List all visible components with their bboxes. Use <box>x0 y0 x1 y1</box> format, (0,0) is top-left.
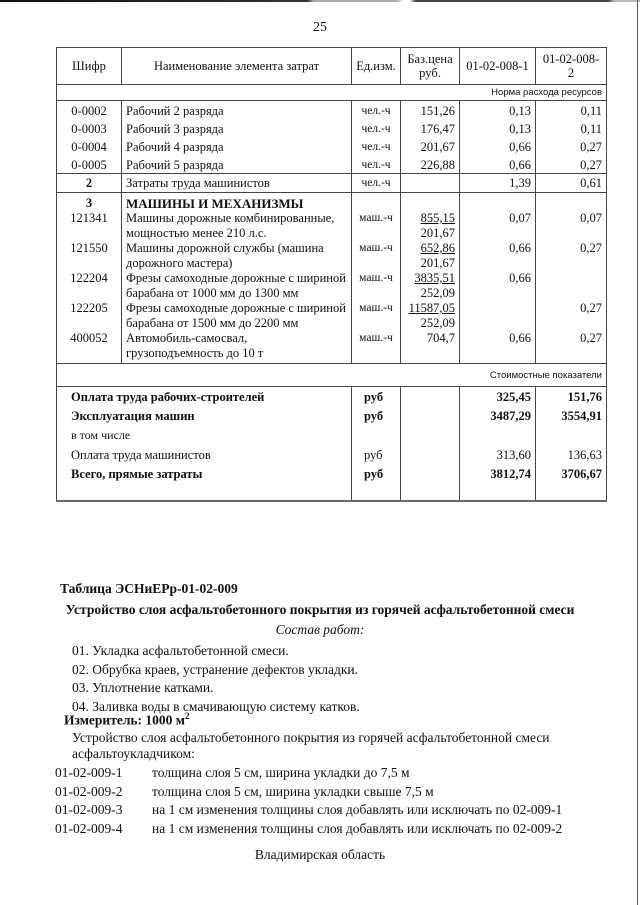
row-value-2: 0,11 <box>536 119 607 137</box>
code-item <box>55 784 562 803</box>
table-row <box>57 301 607 331</box>
table-bottom-spacer <box>57 482 607 501</box>
header-name: Наименование элемента затрат <box>122 48 352 85</box>
row-code: 0-0005 <box>57 155 122 174</box>
cost-value-2: 3554,91 <box>536 407 607 426</box>
composition-label: Состав работ: <box>275 622 365 637</box>
row-value-1: 0,13 <box>460 101 536 120</box>
row-value-2: 0,11 <box>536 101 607 120</box>
table-row <box>57 101 607 120</box>
row-value-2: 0,27 <box>536 301 607 331</box>
row-value-2: 0,27 <box>536 241 607 271</box>
meter-label: Измеритель: 1000 м <box>64 712 185 728</box>
header-col2: 01-02-008-2 <box>536 48 607 85</box>
cost-row <box>57 387 607 408</box>
code-id: 01-02-009-2 <box>55 783 123 799</box>
cost-value-1: 325,45 <box>460 387 536 408</box>
cost-name: Оплата труда рабочих-строителей <box>57 387 352 408</box>
row-price <box>401 301 460 331</box>
code-text: толщина слоя 5 см, ширина укладки свыше 7,5 м <box>152 783 434 799</box>
row-value-1: 0,66 <box>460 137 536 155</box>
row-name: Рабочий 2 разряда <box>122 101 352 120</box>
machines-section-row <box>57 193 607 212</box>
cost-unit: руб <box>352 407 401 426</box>
machinist-labor-row <box>57 174 607 193</box>
row-unit: чел.-ч <box>352 137 401 155</box>
work-description: Устройство слоя асфальтобетонного покрытия из горячей асфальтобетонной смеси асфальтоукладчиком: <box>72 730 550 761</box>
table-row <box>57 137 607 155</box>
row-name: Затраты труда машинистов <box>122 174 352 193</box>
row-value-2: 0,27 <box>536 331 607 364</box>
code-item <box>55 802 562 821</box>
row-name: Рабочий 5 разряда <box>122 155 352 174</box>
row-price <box>401 271 460 301</box>
work-list <box>72 643 360 717</box>
cost-name: Эксплуатация машин <box>57 407 352 426</box>
cost-value-2: 151,76 <box>536 387 607 408</box>
row-price: 704,7 <box>401 331 460 364</box>
row-value-1: 0,66 <box>460 155 536 174</box>
header-price: Баз.цена руб. <box>401 48 460 85</box>
row-price: 176,47 <box>401 119 460 137</box>
row-unit: маш.-ч <box>352 331 401 364</box>
price-total: 3835,51 <box>414 271 455 285</box>
row-price: 201,67 <box>401 137 460 155</box>
row-name: Рабочий 3 разряда <box>122 119 352 137</box>
header-code: Шифр <box>57 48 122 85</box>
page-footer-region: Владимирская область <box>254 847 386 862</box>
code-id: 01-02-009-4 <box>55 820 123 836</box>
section-norms-caption: Норма расхода ресурсов <box>57 85 607 101</box>
work-item: 01. Укладка асфальтобетонной смеси. <box>72 643 289 658</box>
table-row <box>57 119 607 137</box>
work-item: 02. Обрубка краев, устранение дефектов укладки. <box>72 661 359 677</box>
cost-value-1: 3812,74 <box>460 465 536 482</box>
row-value-1: 0,66 <box>460 271 536 301</box>
row-code: 0-0002 <box>57 101 122 120</box>
row-value-1: 0,66 <box>460 241 536 271</box>
row-code: 0-0003 <box>57 119 122 137</box>
price-operator: 201,67 <box>420 226 455 240</box>
meter-superscript: 2 <box>185 711 190 721</box>
code-item <box>55 765 562 784</box>
cost-row <box>57 465 607 482</box>
cost-row <box>57 446 607 465</box>
row-name: Машины дорожной службы (машина дорожного мастера) <box>122 241 352 271</box>
row-unit: чел.-ч <box>352 119 401 137</box>
row-name: Фрезы самоходные дорожные с шириной барабана от 1000 мм до 1300 мм <box>122 271 352 301</box>
row-unit: маш.-ч <box>352 271 401 301</box>
cost-row <box>57 426 607 446</box>
row-code: 3 <box>57 193 122 212</box>
cost-name: Оплата труда машинистов <box>57 446 352 465</box>
cost-row <box>57 407 607 426</box>
section-costs-row <box>57 364 607 387</box>
work-item: 03. Уплотнение катками. <box>72 680 214 695</box>
row-value-1: 1,39 <box>460 174 536 193</box>
scan-right-edge <box>637 0 638 905</box>
row-price <box>401 211 460 241</box>
row-price <box>401 241 460 271</box>
page-number: 25 <box>313 20 327 35</box>
row-name: Машины дорожные комбинированные, мощностью менее 210 л.с. <box>122 211 352 241</box>
table-row <box>57 211 607 241</box>
row-value-2: 0,27 <box>536 137 607 155</box>
price-operator: 201,67 <box>420 256 455 270</box>
section-norms-row <box>57 85 607 101</box>
row-code: 121550 <box>57 241 122 271</box>
row-price: 226,88 <box>401 155 460 174</box>
row-price <box>401 174 460 193</box>
code-item <box>55 821 562 840</box>
table-row <box>57 241 607 271</box>
code-list <box>55 765 562 839</box>
table-title: Таблица ЭСНиЕРр-01-02-009 <box>60 581 238 596</box>
row-price: 151,26 <box>401 101 460 120</box>
table-row <box>57 271 607 301</box>
row-unit: чел.-ч <box>352 101 401 120</box>
price-operator: 252,09 <box>420 316 455 330</box>
code-id: 01-02-009-1 <box>55 765 123 780</box>
row-code: 0-0004 <box>57 137 122 155</box>
machines-section-title: МАШИНЫ И МЕХАНИЗМЫ <box>122 193 352 212</box>
code-text: толщина слоя 5 см, ширина укладки до 7,5 м <box>152 765 410 780</box>
row-code: 2 <box>57 174 122 193</box>
row-unit: маш.-ч <box>352 211 401 241</box>
row-value-2: 0,61 <box>536 174 607 193</box>
code-id: 01-02-009-3 <box>55 802 123 817</box>
code-text: на 1 см изменения толщины слоя добавлять или исключать по 02-009-2 <box>152 820 563 836</box>
row-name: Фрезы самоходные дорожные с шириной барабана от 1500 мм до 2200 мм <box>122 301 352 331</box>
cost-value-2: 136,63 <box>536 446 607 465</box>
section-costs-caption: Стоимостные показатели <box>57 364 607 387</box>
row-code: 121341 <box>57 211 122 241</box>
row-name: Автомобиль-самосвал, грузоподъемность до 10 т <box>122 331 352 364</box>
cost-unit: руб <box>352 387 401 408</box>
row-code: 122205 <box>57 301 122 331</box>
work-item: 04. Заливка воды в смачивающую систему катков. <box>72 698 360 714</box>
row-unit: маш.-ч <box>352 241 401 271</box>
price-total: 652,86 <box>420 241 455 255</box>
code-text: на 1 см изменения толщины слоя добавлять или исключать по 02-009-1 <box>152 802 563 817</box>
cost-value-2: 3706,67 <box>536 465 607 482</box>
meter-line <box>64 711 190 729</box>
resource-norms-table <box>56 47 607 502</box>
row-code: 122204 <box>57 271 122 301</box>
table-row <box>57 155 607 174</box>
row-value-1: 0,13 <box>460 119 536 137</box>
row-value-1: 0,07 <box>460 211 536 241</box>
price-total: 855,15 <box>420 211 455 225</box>
row-value-2: 0,27 <box>536 155 607 174</box>
scan-top-edge <box>0 0 640 2</box>
row-unit: чел.-ч <box>352 174 401 193</box>
table-header-row <box>57 48 607 85</box>
cost-unit: руб <box>352 465 401 482</box>
header-unit: Ед.изм. <box>352 48 401 85</box>
row-code: 400052 <box>57 331 122 364</box>
row-value-2 <box>536 271 607 301</box>
row-name: Рабочий 4 разряда <box>122 137 352 155</box>
price-operator: 252,09 <box>420 286 455 300</box>
cost-name: Всего, прямые затраты <box>57 465 352 482</box>
row-value-1 <box>460 301 536 331</box>
row-unit: маш.-ч <box>352 301 401 331</box>
cost-value-1: 3487,29 <box>460 407 536 426</box>
row-value-1: 0,66 <box>460 331 536 364</box>
row-unit: чел.-ч <box>352 155 401 174</box>
row-value-2: 0,07 <box>536 211 607 241</box>
cost-unit: руб <box>352 446 401 465</box>
cost-name: в том числе <box>57 426 352 446</box>
table-row <box>57 331 607 364</box>
cost-value-1: 313,60 <box>460 446 536 465</box>
table-heading: Устройство слоя асфальтобетонного покрытия из горячей асфальтобетонной смеси <box>65 602 575 617</box>
header-col1: 01-02-008-1 <box>460 48 536 85</box>
price-total: 11587,05 <box>408 301 455 315</box>
